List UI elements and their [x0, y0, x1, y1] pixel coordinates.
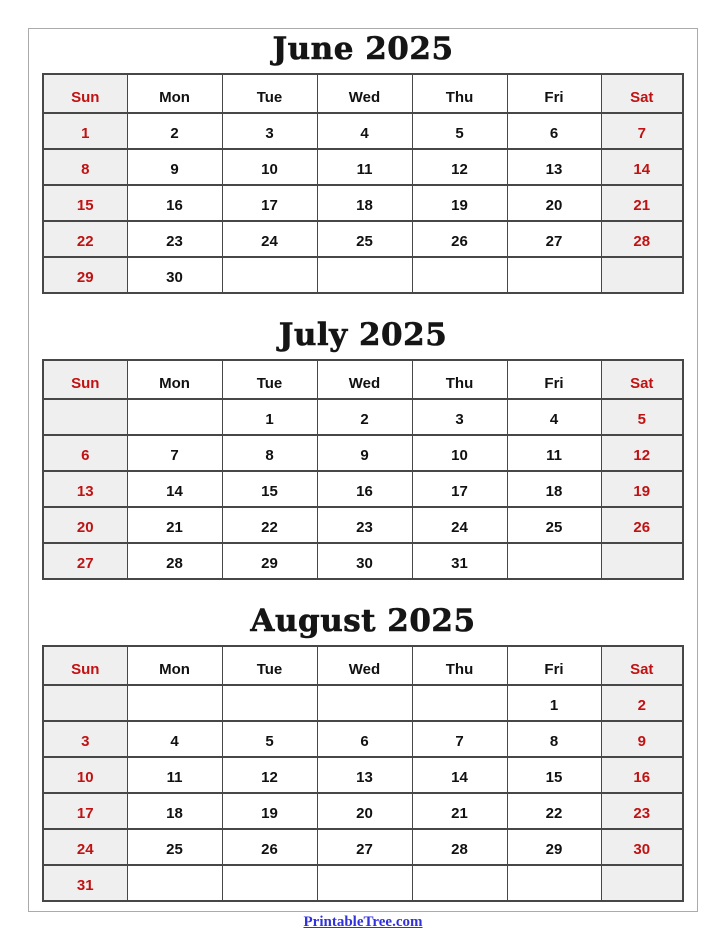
day-cell-7: 7	[127, 435, 222, 471]
week-row	[43, 829, 683, 865]
day-cell-20: 20	[507, 185, 601, 221]
day-cell-11: 11	[507, 435, 601, 471]
day-cell-10: 10	[222, 149, 317, 185]
empty-day-cell	[317, 865, 412, 901]
day-cell-13: 13	[507, 149, 601, 185]
month-title-august: August 2025	[250, 603, 476, 639]
day-cell-26: 26	[601, 507, 683, 543]
day-cell-2: 2	[317, 399, 412, 435]
day-cell-20: 20	[43, 507, 127, 543]
week-row	[43, 221, 683, 257]
day-cell-22: 22	[43, 221, 127, 257]
weekday-header-fri: Fri	[507, 646, 601, 685]
week-row	[43, 149, 683, 185]
weekday-header-tue: Tue	[222, 646, 317, 685]
day-cell-17: 17	[412, 471, 507, 507]
weekday-header-tue: Tue	[222, 74, 317, 113]
day-cell-24: 24	[43, 829, 127, 865]
day-cell-15: 15	[222, 471, 317, 507]
day-cell-26: 26	[222, 829, 317, 865]
day-cell-23: 23	[127, 221, 222, 257]
empty-day-cell	[43, 685, 127, 721]
weekday-header-thu: Thu	[412, 360, 507, 399]
page-frame	[28, 28, 698, 930]
day-cell-16: 16	[601, 757, 683, 793]
day-cell-5: 5	[601, 399, 683, 435]
day-cell-25: 25	[317, 221, 412, 257]
empty-day-cell	[412, 865, 507, 901]
day-cell-9: 9	[127, 149, 222, 185]
day-cell-23: 23	[601, 793, 683, 829]
empty-day-cell	[222, 685, 317, 721]
day-cell-1: 1	[507, 685, 601, 721]
day-cell-8: 8	[507, 721, 601, 757]
week-row	[43, 435, 683, 471]
week-row	[43, 757, 683, 793]
printabletree-link[interactable]: PrintableTree.com	[303, 914, 423, 930]
day-cell-23: 23	[317, 507, 412, 543]
day-cell-19: 19	[412, 185, 507, 221]
empty-day-cell	[412, 257, 507, 293]
week-row	[43, 793, 683, 829]
weekday-header-sat: Sat	[601, 646, 683, 685]
week-row	[43, 471, 683, 507]
day-cell-27: 27	[43, 543, 127, 579]
day-cell-29: 29	[222, 543, 317, 579]
weekday-header-sat: Sat	[601, 74, 683, 113]
day-cell-17: 17	[43, 793, 127, 829]
day-cell-8: 8	[43, 149, 127, 185]
weekday-header-mon: Mon	[127, 360, 222, 399]
week-row	[43, 113, 683, 149]
day-cell-18: 18	[507, 471, 601, 507]
empty-day-cell	[317, 257, 412, 293]
weekday-header-wed: Wed	[317, 360, 412, 399]
day-cell-3: 3	[43, 721, 127, 757]
weekday-header-row	[43, 74, 683, 113]
empty-day-cell	[317, 685, 412, 721]
day-cell-4: 4	[127, 721, 222, 757]
month-section-july	[29, 319, 697, 580]
day-cell-31: 31	[412, 543, 507, 579]
weekday-header-sun: Sun	[43, 646, 127, 685]
weekday-header-sun: Sun	[43, 74, 127, 113]
day-cell-14: 14	[601, 149, 683, 185]
day-cell-12: 12	[412, 149, 507, 185]
day-cell-6: 6	[317, 721, 412, 757]
week-row	[43, 507, 683, 543]
weekday-header-thu: Thu	[412, 646, 507, 685]
day-cell-26: 26	[412, 221, 507, 257]
empty-day-cell	[507, 543, 601, 579]
day-cell-24: 24	[222, 221, 317, 257]
day-cell-13: 13	[317, 757, 412, 793]
empty-day-cell	[412, 685, 507, 721]
day-cell-1: 1	[43, 113, 127, 149]
day-cell-16: 16	[317, 471, 412, 507]
day-cell-21: 21	[601, 185, 683, 221]
week-row	[43, 543, 683, 579]
week-row	[43, 185, 683, 221]
day-cell-25: 25	[507, 507, 601, 543]
day-cell-9: 9	[601, 721, 683, 757]
month-section-june	[29, 33, 697, 294]
day-cell-21: 21	[412, 793, 507, 829]
calendar-table-july	[42, 359, 684, 580]
weekday-header-sat: Sat	[601, 360, 683, 399]
empty-day-cell	[222, 865, 317, 901]
day-cell-14: 14	[412, 757, 507, 793]
day-cell-5: 5	[412, 113, 507, 149]
footer	[29, 913, 697, 931]
day-cell-30: 30	[127, 257, 222, 293]
day-cell-14: 14	[127, 471, 222, 507]
day-cell-11: 11	[127, 757, 222, 793]
day-cell-19: 19	[222, 793, 317, 829]
week-row	[43, 865, 683, 901]
day-cell-19: 19	[601, 471, 683, 507]
day-cell-28: 28	[412, 829, 507, 865]
empty-day-cell	[127, 399, 222, 435]
day-cell-5: 5	[222, 721, 317, 757]
month-section-august	[29, 605, 697, 902]
weekday-header-tue: Tue	[222, 360, 317, 399]
day-cell-25: 25	[127, 829, 222, 865]
day-cell-8: 8	[222, 435, 317, 471]
empty-day-cell	[127, 865, 222, 901]
day-cell-22: 22	[507, 793, 601, 829]
day-cell-30: 30	[601, 829, 683, 865]
day-cell-13: 13	[43, 471, 127, 507]
day-cell-15: 15	[507, 757, 601, 793]
day-cell-12: 12	[601, 435, 683, 471]
day-cell-10: 10	[43, 757, 127, 793]
day-cell-9: 9	[317, 435, 412, 471]
weekday-header-wed: Wed	[317, 646, 412, 685]
day-cell-28: 28	[601, 221, 683, 257]
day-cell-11: 11	[317, 149, 412, 185]
day-cell-20: 20	[317, 793, 412, 829]
day-cell-6: 6	[507, 113, 601, 149]
day-cell-12: 12	[222, 757, 317, 793]
day-cell-29: 29	[43, 257, 127, 293]
empty-day-cell	[601, 865, 683, 901]
weekday-header-sun: Sun	[43, 360, 127, 399]
day-cell-1: 1	[222, 399, 317, 435]
empty-day-cell	[601, 543, 683, 579]
day-cell-30: 30	[317, 543, 412, 579]
day-cell-4: 4	[507, 399, 601, 435]
day-cell-27: 27	[507, 221, 601, 257]
day-cell-22: 22	[222, 507, 317, 543]
weekday-header-thu: Thu	[412, 74, 507, 113]
day-cell-2: 2	[601, 685, 683, 721]
empty-day-cell	[43, 399, 127, 435]
day-cell-3: 3	[412, 399, 507, 435]
calendar-table-june	[42, 73, 684, 294]
day-cell-18: 18	[127, 793, 222, 829]
empty-day-cell	[601, 257, 683, 293]
day-cell-7: 7	[412, 721, 507, 757]
day-cell-16: 16	[127, 185, 222, 221]
calendar-table-august	[42, 645, 684, 902]
month-title-july: July 2025	[278, 317, 448, 353]
day-cell-24: 24	[412, 507, 507, 543]
week-row	[43, 685, 683, 721]
empty-day-cell	[127, 685, 222, 721]
month-title-june: June 2025	[272, 31, 454, 67]
weekday-header-wed: Wed	[317, 74, 412, 113]
weekday-header-row	[43, 360, 683, 399]
weekday-header-row	[43, 646, 683, 685]
weekday-header-fri: Fri	[507, 74, 601, 113]
day-cell-29: 29	[507, 829, 601, 865]
day-cell-4: 4	[317, 113, 412, 149]
week-row	[43, 399, 683, 435]
week-row	[43, 721, 683, 757]
day-cell-17: 17	[222, 185, 317, 221]
empty-day-cell	[507, 865, 601, 901]
day-cell-27: 27	[317, 829, 412, 865]
day-cell-6: 6	[43, 435, 127, 471]
weekday-header-mon: Mon	[127, 646, 222, 685]
empty-day-cell	[507, 257, 601, 293]
week-row	[43, 257, 683, 293]
empty-day-cell	[222, 257, 317, 293]
day-cell-15: 15	[43, 185, 127, 221]
weekday-header-fri: Fri	[507, 360, 601, 399]
day-cell-21: 21	[127, 507, 222, 543]
day-cell-10: 10	[412, 435, 507, 471]
day-cell-31: 31	[43, 865, 127, 901]
day-cell-18: 18	[317, 185, 412, 221]
day-cell-7: 7	[601, 113, 683, 149]
day-cell-2: 2	[127, 113, 222, 149]
weekday-header-mon: Mon	[127, 74, 222, 113]
day-cell-3: 3	[222, 113, 317, 149]
day-cell-28: 28	[127, 543, 222, 579]
